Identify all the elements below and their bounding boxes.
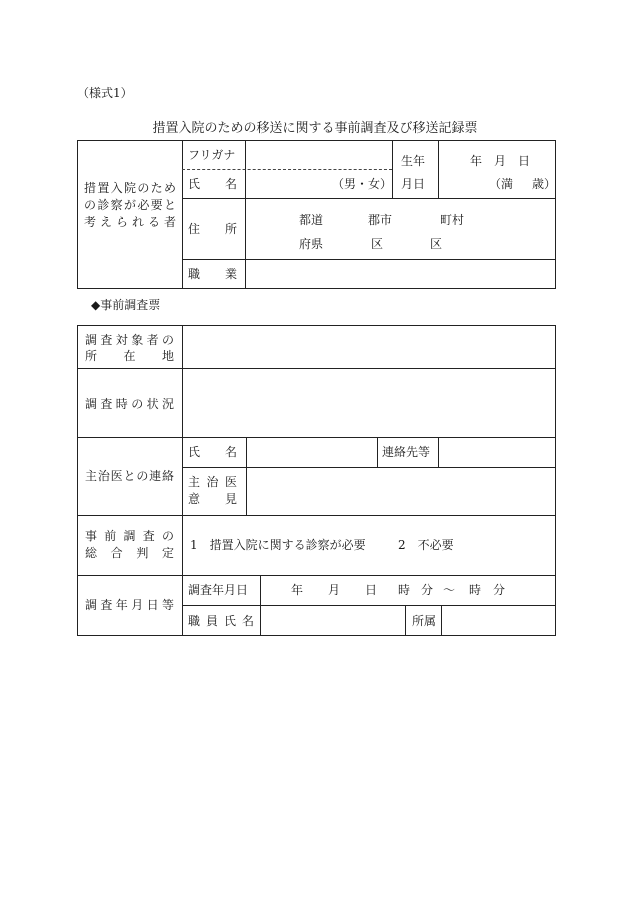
age-open: （満 <box>489 177 514 191</box>
location-label-2: 所在地 <box>85 349 174 363</box>
gender-selector[interactable]: （男・女） <box>332 177 393 191</box>
town-unit-2: 区 <box>430 237 443 251</box>
occupation-label: 職 業 <box>188 267 237 281</box>
dt-year-unit: 年 <box>291 583 304 597</box>
judgment-option-not-required[interactable]: 2 不必要 <box>398 538 454 552</box>
contact-field[interactable] <box>439 438 555 466</box>
address-label: 住 所 <box>188 222 237 236</box>
city-unit-2: 区 <box>371 237 384 251</box>
doctor-name-field[interactable] <box>247 438 376 466</box>
target-person-label: 措置入院のための診察が必要と考えられる者 <box>84 181 176 229</box>
form-id: （様式1） <box>77 86 133 100</box>
furigana-field[interactable] <box>246 141 391 168</box>
survey-datetime-label: 調査年月日等 <box>85 598 174 612</box>
birth-label-2: 月日 <box>401 177 426 191</box>
address-field[interactable] <box>246 199 555 258</box>
dt-tilde: ～ <box>443 583 456 597</box>
staff-name-field[interactable] <box>261 606 404 635</box>
doctor-opinion-label-2: 意見 <box>188 492 237 506</box>
age-close: 歳） <box>532 177 557 191</box>
doctor-opinion-label-1: 主治医 <box>188 475 237 489</box>
dt-minute-unit: 分 <box>421 583 434 597</box>
birth-label-1: 生年 <box>401 154 426 168</box>
birth-day-unit: 日 <box>518 154 531 168</box>
judgment-label-1: 事前調査の <box>85 529 174 543</box>
birth-month-unit: 月 <box>494 154 507 168</box>
doctor-contact-label: 主治医との連絡 <box>85 469 174 483</box>
name-label: 氏 名 <box>188 177 237 191</box>
contact-label: 連絡先等 <box>382 445 431 459</box>
furigana-label: フリガナ <box>188 148 236 162</box>
judgment-option-required[interactable]: 1 措置入院に関する診察が必要 <box>190 538 366 552</box>
city-unit-1: 郡市 <box>368 213 393 227</box>
dt-hour-unit: 時 <box>398 583 411 597</box>
doctor-name-label: 氏 名 <box>188 445 237 459</box>
birth-year-unit: 年 <box>470 154 483 168</box>
judgment-label-2: 総合判定 <box>85 546 174 560</box>
location-field[interactable] <box>183 326 555 367</box>
prefecture-unit-1: 都道 <box>299 213 324 227</box>
prefecture-unit-2: 府県 <box>299 237 324 251</box>
dt-month-unit: 月 <box>328 583 341 597</box>
affiliation-field[interactable] <box>442 606 555 635</box>
doctor-opinion-field[interactable] <box>247 468 555 514</box>
dt-hour-unit-2: 時 <box>469 583 482 597</box>
survey-heading: ◆事前調査票 <box>91 298 161 312</box>
page-title: 措置入院のための移送に関する事前調査及び移送記録票 <box>152 121 478 136</box>
town-unit-1: 町村 <box>440 213 465 227</box>
situation-field[interactable] <box>183 369 555 436</box>
situation-label: 調査時の状況 <box>85 397 174 411</box>
affiliation-label: 所属 <box>412 614 437 628</box>
dt-minute-unit-2: 分 <box>493 583 506 597</box>
survey-date-label: 調査年月日 <box>188 583 249 597</box>
occupation-field[interactable] <box>246 260 555 288</box>
staff-name-label: 職員氏名 <box>188 614 254 628</box>
dt-day-unit: 日 <box>365 583 378 597</box>
location-label-1: 調査対象者の <box>85 333 174 347</box>
